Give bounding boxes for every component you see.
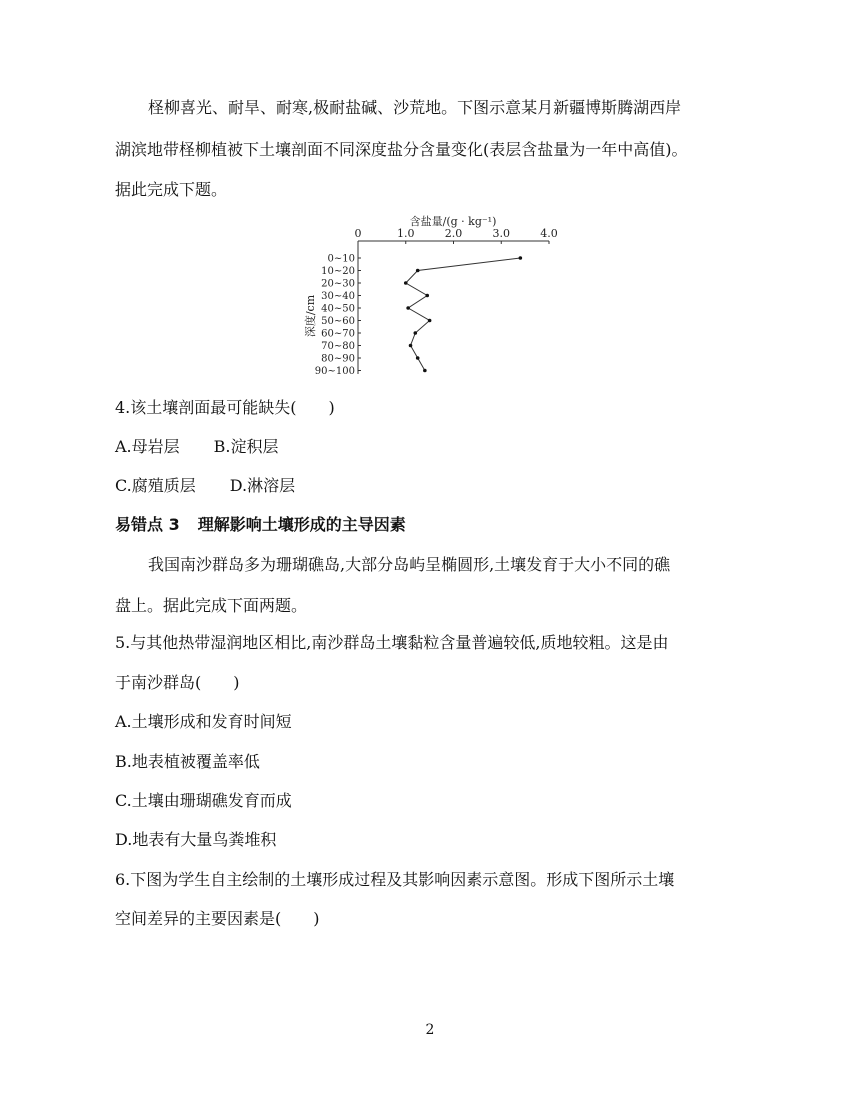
x-tick-label: 0	[354, 227, 362, 240]
q4-options-row-1	[115, 437, 279, 457]
q5-option-b[interactable]: B.地表植被覆盖率低	[115, 752, 260, 771]
y-axis-ticks	[315, 254, 361, 378]
q6-stem-line-1: 6.下图为学生自主绘制的土壤形成过程及其影响因素示意图。形成下图所示土壤	[115, 870, 675, 889]
intro-line-2: 湖滨地带柽柳植被下土壤剖面不同深度盐分含量变化(表层含盐量为一年中高值)。	[115, 140, 688, 159]
series-points	[404, 256, 522, 372]
x-tick-label: 1.0	[397, 227, 415, 240]
intro-line-1: 柽柳喜光、耐旱、耐寒,极耐盐碱、沙荒地。下图示意某月新疆博斯腾湖西岸	[148, 98, 682, 117]
y-tick-label: 80~90	[321, 353, 355, 365]
y-tick-label: 10~20	[321, 266, 355, 277]
y-tick-label: 20~30	[321, 278, 355, 290]
q4-option-d[interactable]: D.淋溶层	[229, 476, 296, 495]
q6-stem-line-2: 空间差异的主要因素是( )	[115, 909, 320, 928]
q5-stem-line-1: 5.与其他热带湿润地区相比,南沙群岛土壤黏粒含量普遍较低,质地较粗。这是由	[115, 633, 669, 652]
section-title: 理解影响土壤形成的主导因素	[197, 515, 406, 534]
x-tick-label: 2.0	[444, 227, 463, 240]
y-tick-label: 40~50	[321, 303, 355, 315]
q5-stem-line-2: 于南沙群岛( )	[115, 673, 240, 692]
data-point	[414, 331, 418, 335]
passage-line-2: 盘上。据此完成下面两题。	[115, 596, 308, 615]
section-label: 易错点 3	[115, 515, 180, 534]
salt-content-chart	[290, 208, 570, 383]
y-tick-label: 50~60	[321, 316, 355, 327]
data-point	[406, 306, 410, 310]
y-axis-label: 深度/cm	[304, 294, 317, 338]
y-tick-label: 30~40	[321, 291, 355, 302]
page-number: 2	[425, 1022, 435, 1038]
y-tick-label: 70~80	[321, 341, 355, 352]
x-tick-label: 3.0	[492, 227, 510, 240]
series-line	[406, 258, 521, 371]
intro-line-3: 据此完成下题。	[115, 180, 228, 199]
x-tick-label: 4.0	[540, 227, 558, 240]
q4-option-a[interactable]: A.母岩层	[115, 437, 180, 456]
section-heading	[115, 515, 406, 535]
y-tick-label: 0~10	[327, 253, 355, 265]
y-tick-label: 90~100	[314, 366, 355, 377]
data-point	[416, 269, 420, 273]
data-point	[428, 319, 432, 323]
data-point	[404, 281, 408, 285]
q4-options-row-2	[115, 476, 295, 496]
chart-title: 含盐量/(g · kg⁻¹)	[409, 215, 497, 228]
passage-line-1: 我国南沙群岛多为珊瑚礁岛,大部分岛屿呈椭圆形,土壤发育于大小不同的礁	[148, 555, 671, 574]
q5-option-c[interactable]: C.土壤由珊瑚礁发育而成	[115, 791, 292, 810]
data-point	[425, 294, 429, 298]
data-point	[519, 256, 523, 260]
data-point	[416, 356, 420, 360]
q4-option-b[interactable]: B.淀积层	[213, 437, 279, 456]
q5-option-a[interactable]: A.土壤形成和发育时间短	[115, 712, 292, 731]
data-point	[409, 344, 413, 348]
y-tick-label: 60~70	[321, 328, 355, 340]
q4-option-c[interactable]: C.腐殖质层	[115, 476, 196, 495]
data-point	[423, 369, 427, 373]
q5-option-d[interactable]: D.地表有大量鸟粪堆积	[115, 830, 277, 849]
q4-stem: 4.该土壤剖面最可能缺失( )	[115, 398, 335, 417]
